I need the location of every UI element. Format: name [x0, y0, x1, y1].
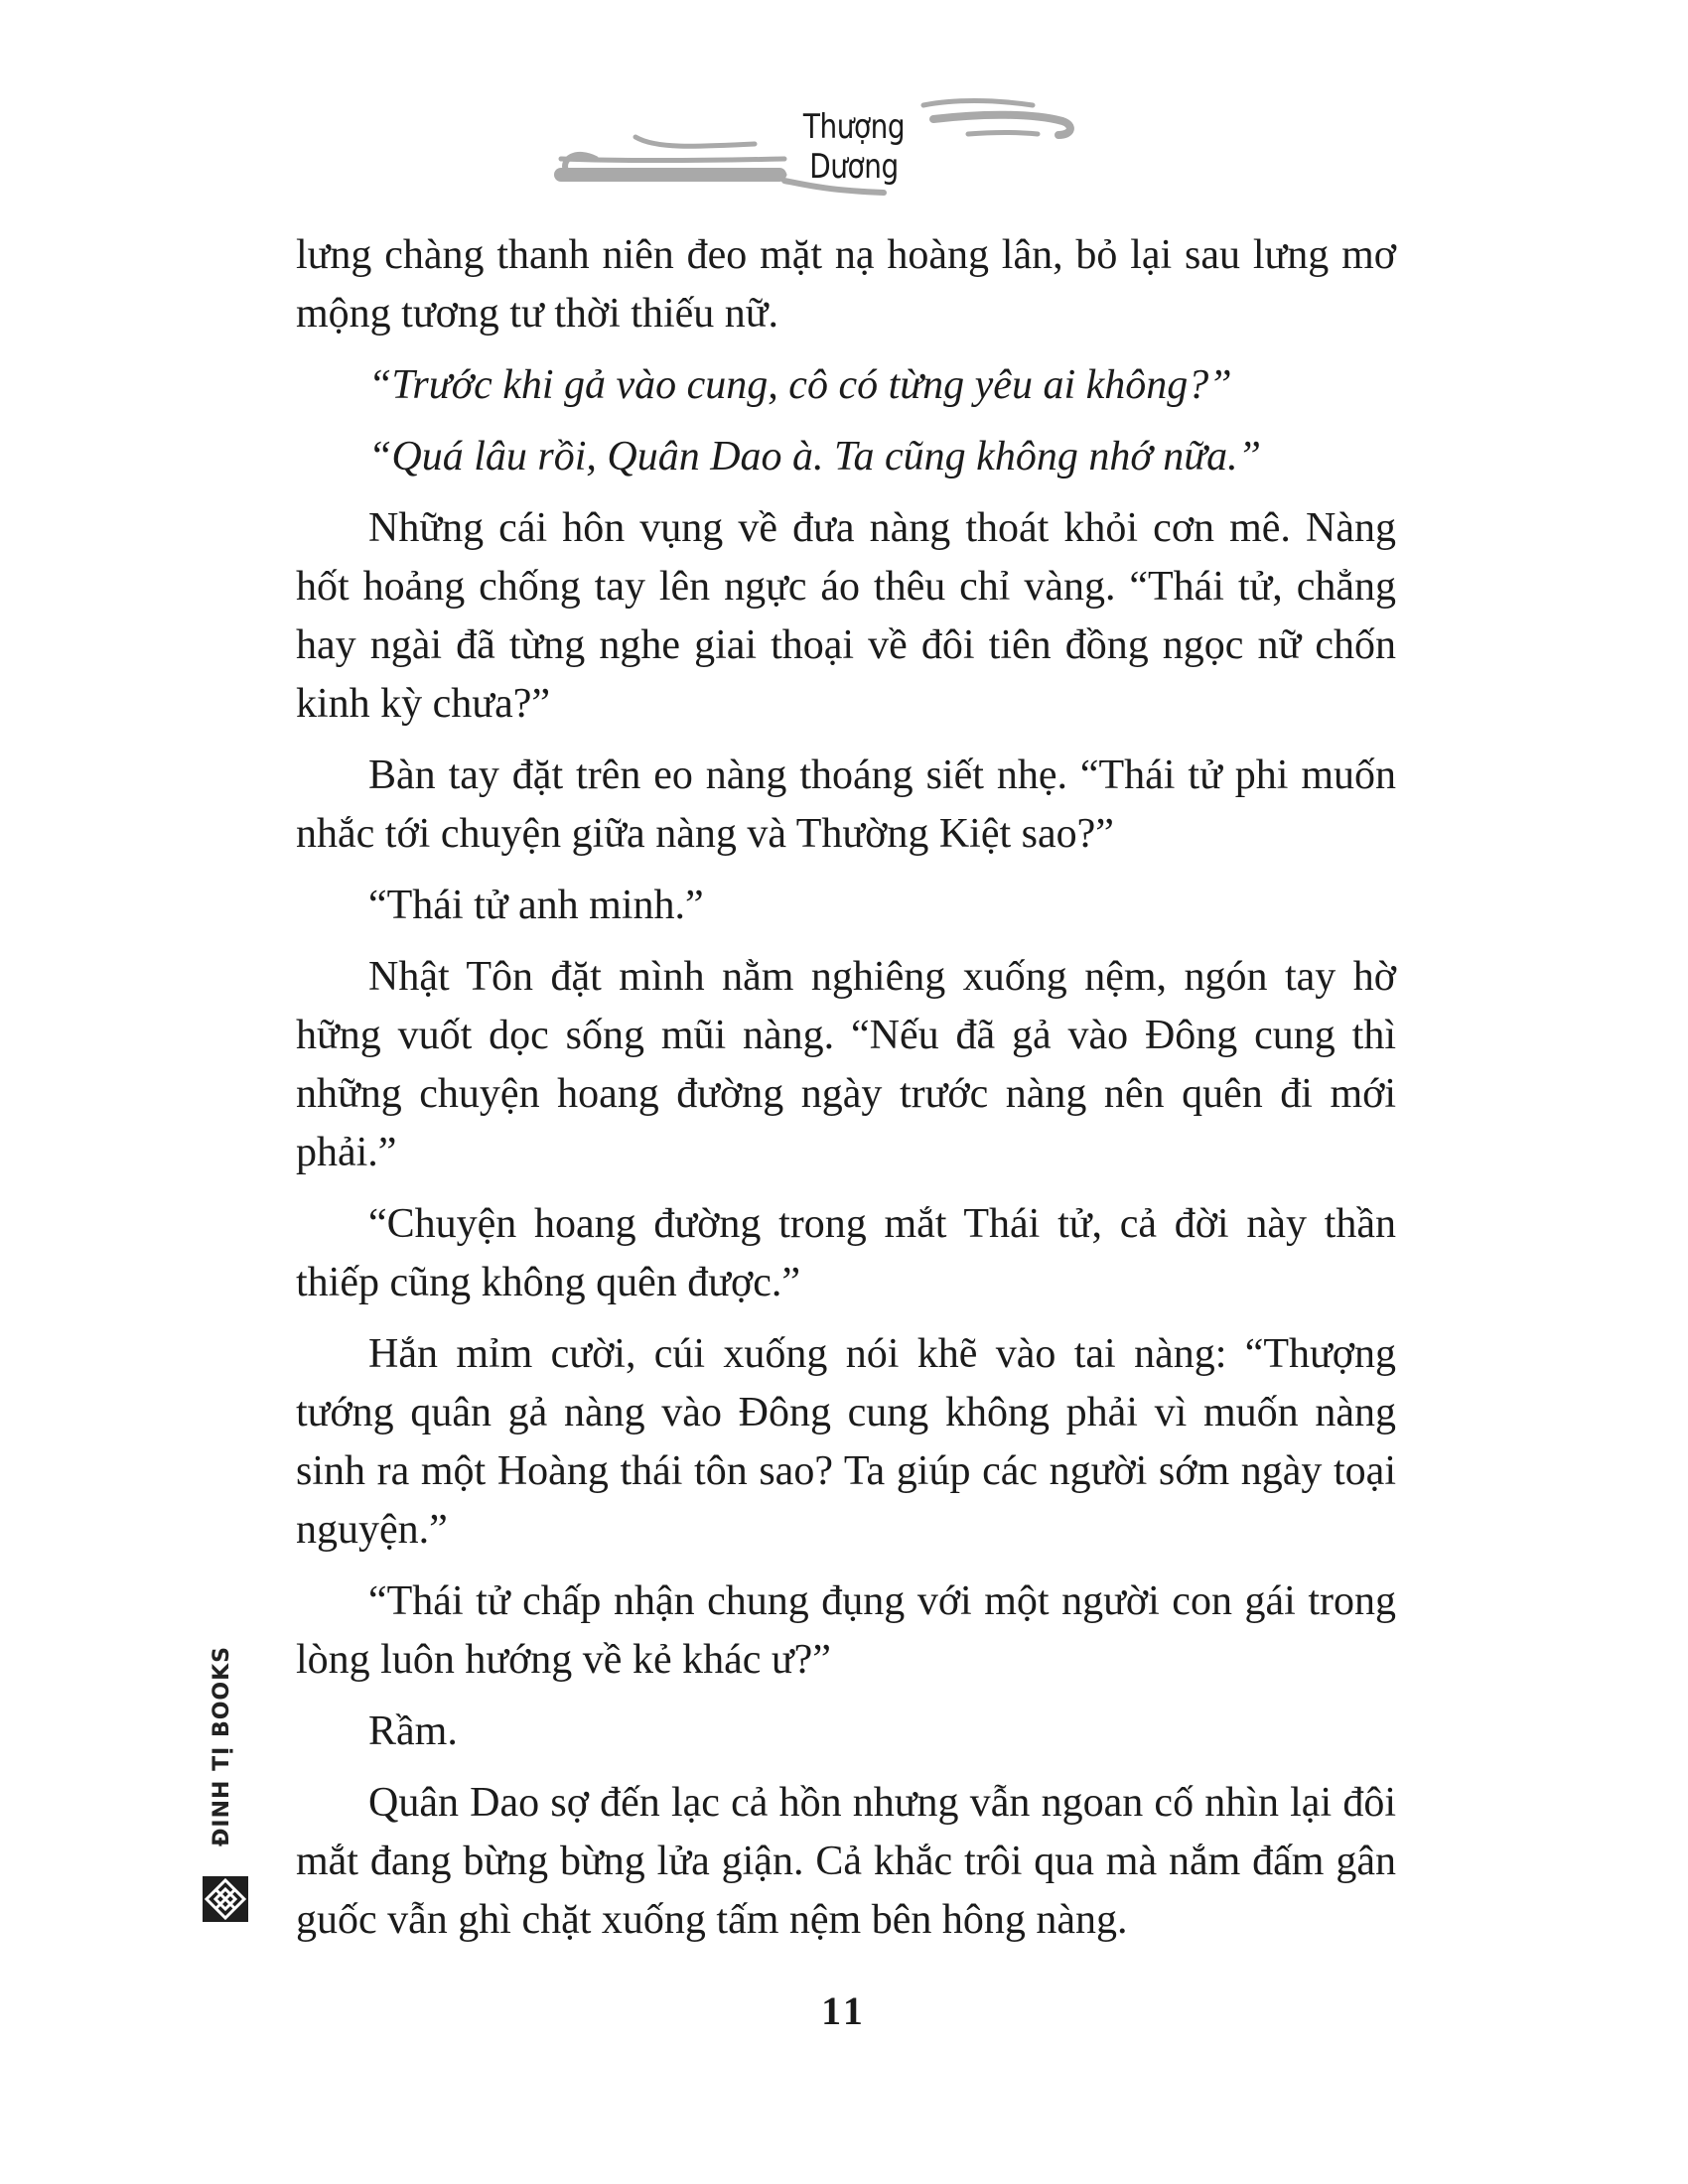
page-header	[0, 0, 1688, 218]
page-number: 11	[821, 1988, 867, 2033]
paragraph: “Thái tử anh minh.”	[368, 883, 704, 928]
publisher-name: ĐINH TỊ BOOKS	[210, 1645, 234, 1846]
paragraph: Nhật Tôn đặt mình nằm nghiêng xuống nệm, ngón tay hờ hững vuốt dọc sống mũi nàng. “Nếu đã gả vào Đông cung thì những chuyện hoang đường ngày trước nàng nên quên đi mới phải.”	[296, 954, 1396, 1175]
paragraph: “Chuyện hoang đường trong mắt Thái tử, cả đời này thần thiếp cũng không quên được.”	[296, 1201, 1396, 1305]
paragraph: lưng chàng thanh niên đeo mặt nạ hoàng lân, bỏ lại sau lưng mơ mộng tương tư thời thiếu nữ.	[296, 232, 1396, 337]
paragraph: Rầm.	[368, 1708, 458, 1754]
book-title: Thượng Dương	[802, 107, 906, 187]
paragraph: Hắn mỉm cười, cúi xuống nói khẽ vào tai nàng: “Thượng tướng quân gả nàng vào Đông cung không phải vì muốn nàng sinh ra một Hoàng thái tôn sao? Ta giúp các người sớm ngày toại nguyện.”	[296, 1331, 1396, 1553]
paragraph: “Quá lâu rồi, Quân Dao à. Ta cũng không nhớ nữa.”	[368, 434, 1262, 479]
body-text	[296, 226, 1396, 1963]
paragraph: Bàn tay đặt trên eo nàng thoáng siết nhẹ. “Thái tử phi muốn nhắc tới chuyện giữa nàng và Thường Kiệt sao?”	[296, 752, 1396, 857]
paragraph: “Trước khi gả vào cung, cô có từng yêu ai không?”	[368, 362, 1232, 408]
paragraph: Quân Dao sợ đến lạc cả hồn nhưng vẫn ngoan cố nhìn lại đôi mắt đang bừng bừng lửa giận. Cả khắc trôi qua mà nắm đấm gân guốc vẫn ghì chặt xuống tấm nệm bên hông nàng.	[296, 1780, 1396, 1943]
paragraph: Những cái hôn vụng về đưa nàng thoát khỏi cơn mê. Nàng hốt hoảng chống tay lên ngực áo thêu chỉ vàng. “Thái tử, chẳng hay ngài đã từng nghe giai thoại về đôi tiên đồng ngọc nữ chốn kinh kỳ chưa?”	[296, 505, 1396, 727]
paragraph: “Thái tử chấp nhận chung đụng với một người con gái trong lòng luôn hướng về kẻ khác ư?”	[296, 1578, 1396, 1683]
diamond-lattice-logo-icon	[201, 1874, 250, 1924]
